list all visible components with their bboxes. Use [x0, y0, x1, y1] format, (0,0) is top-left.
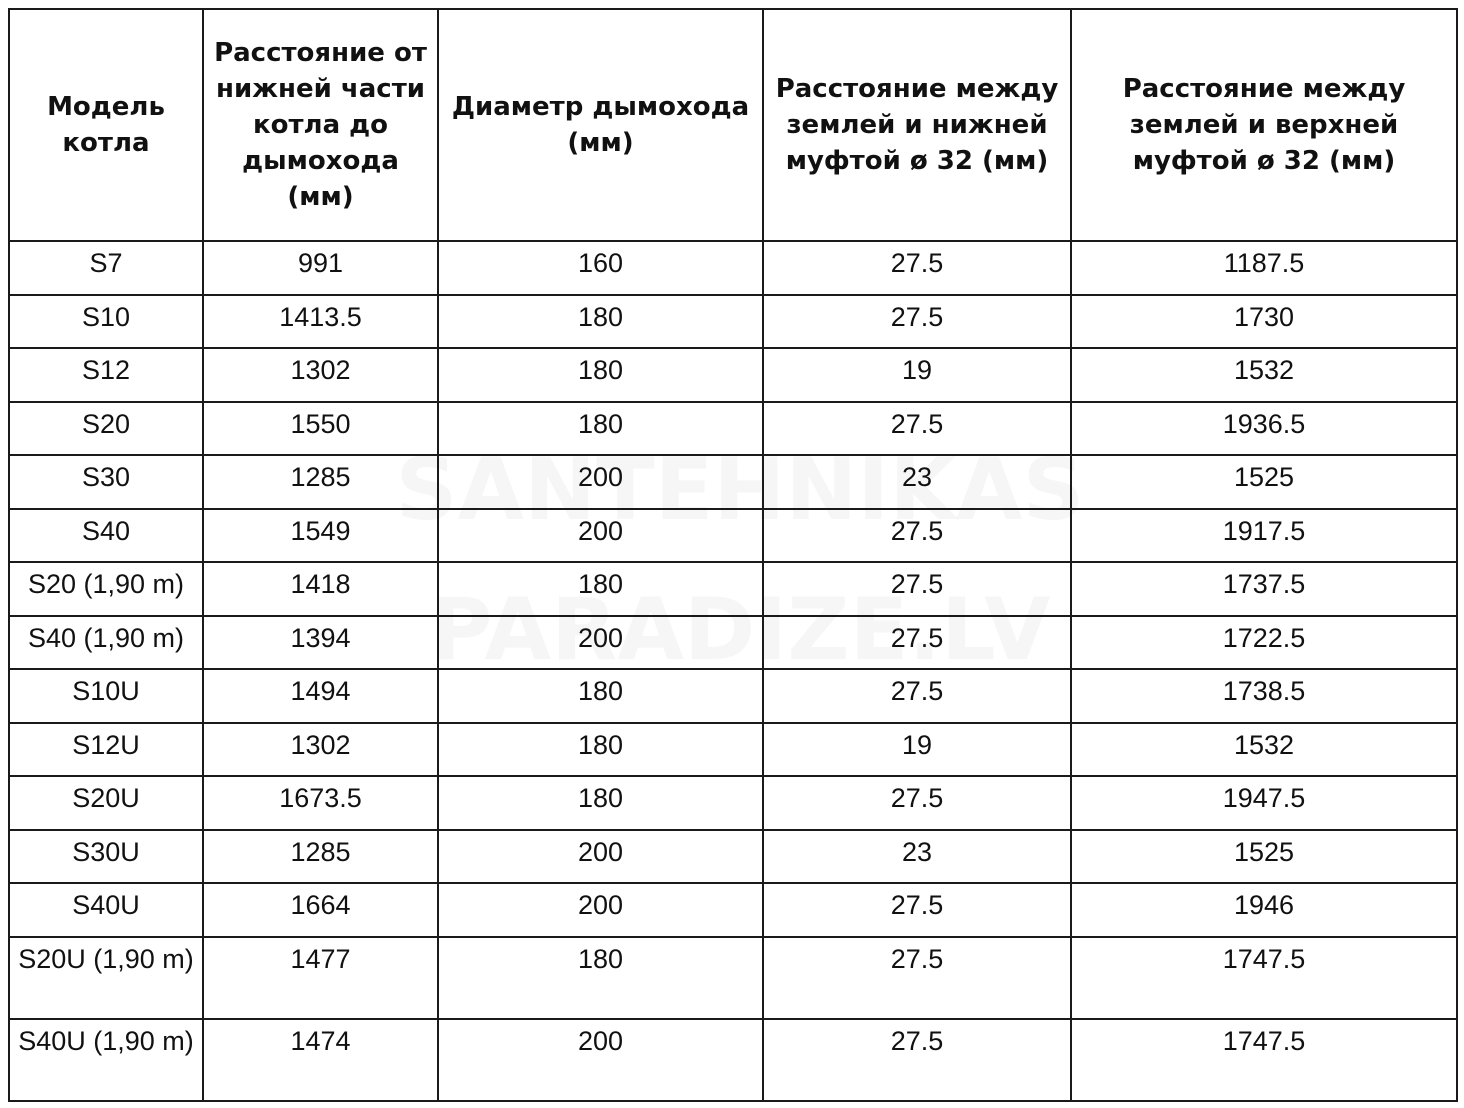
cell-bottom-to-chimney: 1494 [203, 669, 438, 723]
cell-model: S40 (1,90 m) [9, 616, 203, 670]
cell-model: S20 (1,90 m) [9, 562, 203, 616]
cell-ground-to-lower-coupling: 27.5 [763, 295, 1071, 349]
header-ground-to-lower-coupling: Расстояние между землей и нижней муфтой ø 32 (мм) [763, 9, 1071, 241]
cell-bottom-to-chimney: 1285 [203, 455, 438, 509]
cell-ground-to-upper-coupling: 1747.5 [1071, 937, 1457, 1019]
table-row [9, 455, 1457, 509]
cell-ground-to-upper-coupling: 1532 [1071, 723, 1457, 777]
table-row [9, 723, 1457, 777]
cell-ground-to-lower-coupling: 27.5 [763, 616, 1071, 670]
cell-chimney-diameter: 200 [438, 455, 763, 509]
cell-ground-to-lower-coupling: 27.5 [763, 883, 1071, 937]
cell-model: S10U [9, 669, 203, 723]
cell-ground-to-upper-coupling: 1532 [1071, 348, 1457, 402]
cell-ground-to-lower-coupling: 27.5 [763, 669, 1071, 723]
table-row [9, 348, 1457, 402]
cell-model: S20U (1,90 m) [9, 937, 203, 1019]
cell-chimney-diameter: 200 [438, 1019, 763, 1101]
cell-ground-to-lower-coupling: 27.5 [763, 241, 1071, 295]
boiler-dimensions-table-container [8, 8, 1458, 1102]
cell-ground-to-upper-coupling: 1936.5 [1071, 402, 1457, 456]
cell-ground-to-lower-coupling: 27.5 [763, 937, 1071, 1019]
cell-ground-to-upper-coupling: 1730 [1071, 295, 1457, 349]
cell-chimney-diameter: 180 [438, 669, 763, 723]
cell-ground-to-upper-coupling: 1187.5 [1071, 241, 1457, 295]
cell-ground-to-lower-coupling: 27.5 [763, 402, 1071, 456]
cell-ground-to-upper-coupling: 1737.5 [1071, 562, 1457, 616]
table-row [9, 776, 1457, 830]
table-row [9, 883, 1457, 937]
table-row [9, 937, 1457, 1019]
cell-bottom-to-chimney: 1673.5 [203, 776, 438, 830]
cell-ground-to-lower-coupling: 23 [763, 830, 1071, 884]
cell-model: S12U [9, 723, 203, 777]
cell-ground-to-upper-coupling: 1722.5 [1071, 616, 1457, 670]
cell-model: S40U (1,90 m) [9, 1019, 203, 1101]
cell-model: S30U [9, 830, 203, 884]
table-row [9, 402, 1457, 456]
cell-chimney-diameter: 180 [438, 295, 763, 349]
cell-bottom-to-chimney: 1549 [203, 509, 438, 563]
table-row [9, 669, 1457, 723]
cell-ground-to-upper-coupling: 1525 [1071, 455, 1457, 509]
cell-ground-to-lower-coupling: 27.5 [763, 509, 1071, 563]
header-bottom-to-chimney: Расстояние от нижней части котла до дымохода (мм) [203, 9, 438, 241]
cell-ground-to-lower-coupling: 19 [763, 723, 1071, 777]
cell-chimney-diameter: 200 [438, 616, 763, 670]
cell-ground-to-upper-coupling: 1747.5 [1071, 1019, 1457, 1101]
cell-model: S10 [9, 295, 203, 349]
cell-bottom-to-chimney: 1550 [203, 402, 438, 456]
header-row [9, 9, 1457, 241]
cell-chimney-diameter: 180 [438, 562, 763, 616]
cell-bottom-to-chimney: 1477 [203, 937, 438, 1019]
cell-bottom-to-chimney: 1285 [203, 830, 438, 884]
cell-chimney-diameter: 200 [438, 883, 763, 937]
cell-model: S20 [9, 402, 203, 456]
cell-ground-to-upper-coupling: 1947.5 [1071, 776, 1457, 830]
table-row [9, 562, 1457, 616]
cell-bottom-to-chimney: 991 [203, 241, 438, 295]
cell-chimney-diameter: 200 [438, 509, 763, 563]
header-ground-to-upper-coupling: Расстояние между землей и верхней муфтой ø 32 (мм) [1071, 9, 1457, 241]
cell-model: S12 [9, 348, 203, 402]
boiler-dimensions-table [8, 8, 1458, 1102]
cell-chimney-diameter: 180 [438, 723, 763, 777]
cell-model: S7 [9, 241, 203, 295]
table-body [9, 241, 1457, 1101]
cell-chimney-diameter: 160 [438, 241, 763, 295]
cell-ground-to-upper-coupling: 1917.5 [1071, 509, 1457, 563]
cell-chimney-diameter: 180 [438, 402, 763, 456]
cell-bottom-to-chimney: 1418 [203, 562, 438, 616]
cell-chimney-diameter: 180 [438, 937, 763, 1019]
table-row [9, 241, 1457, 295]
table-row [9, 1019, 1457, 1101]
cell-ground-to-upper-coupling: 1946 [1071, 883, 1457, 937]
cell-bottom-to-chimney: 1664 [203, 883, 438, 937]
header-chimney-diameter: Диаметр дымохода (мм) [438, 9, 763, 241]
cell-model: S30 [9, 455, 203, 509]
cell-bottom-to-chimney: 1302 [203, 348, 438, 402]
table-row [9, 830, 1457, 884]
table-row [9, 509, 1457, 563]
table-header [9, 9, 1457, 241]
cell-model: S40U [9, 883, 203, 937]
cell-ground-to-upper-coupling: 1525 [1071, 830, 1457, 884]
cell-chimney-diameter: 180 [438, 776, 763, 830]
cell-ground-to-lower-coupling: 19 [763, 348, 1071, 402]
cell-bottom-to-chimney: 1394 [203, 616, 438, 670]
cell-ground-to-lower-coupling: 27.5 [763, 1019, 1071, 1101]
cell-bottom-to-chimney: 1413.5 [203, 295, 438, 349]
cell-bottom-to-chimney: 1302 [203, 723, 438, 777]
table-row [9, 616, 1457, 670]
cell-chimney-diameter: 200 [438, 830, 763, 884]
cell-chimney-diameter: 180 [438, 348, 763, 402]
header-boiler-model: Модель котла [9, 9, 203, 241]
cell-model: S20U [9, 776, 203, 830]
cell-bottom-to-chimney: 1474 [203, 1019, 438, 1101]
table-row [9, 295, 1457, 349]
cell-model: S40 [9, 509, 203, 563]
cell-ground-to-upper-coupling: 1738.5 [1071, 669, 1457, 723]
cell-ground-to-lower-coupling: 23 [763, 455, 1071, 509]
cell-ground-to-lower-coupling: 27.5 [763, 776, 1071, 830]
cell-ground-to-lower-coupling: 27.5 [763, 562, 1071, 616]
